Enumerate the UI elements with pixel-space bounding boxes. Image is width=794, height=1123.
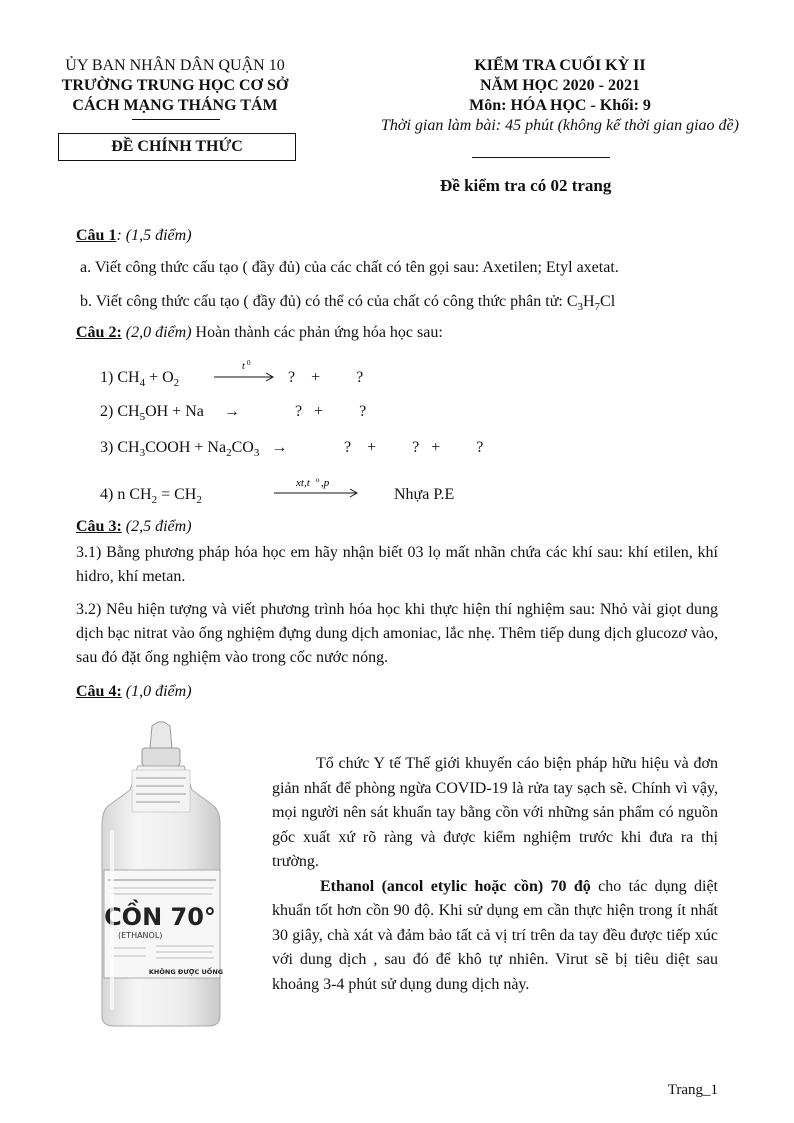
reaction-1-arrow-icon <box>212 358 278 384</box>
reaction-4-arrow-icon <box>272 474 362 500</box>
q3-part-1: 3.1) Bằng phương pháp hóa học em hãy nhận biết 03 lọ mất nhãn chứa các khí sau: khí etilen, khí hidro, khí metan. <box>76 544 718 585</box>
header-left-underline <box>132 119 220 120</box>
reaction-4-reactant-2: = CH <box>157 486 197 503</box>
q4-ethanol-highlight: Ethanol (ancol etylic hoặc cồn) 70 độ <box>320 877 591 895</box>
reaction-2-products: ? + ? <box>295 403 367 420</box>
school-name: CÁCH MẠNG THÁNG TÁM <box>72 97 278 114</box>
q2-heading <box>76 324 443 342</box>
exam-header <box>340 56 780 136</box>
q2-label: Câu 2: <box>76 324 122 341</box>
q3-points: (2,5 điểm) <box>125 518 192 535</box>
q2-points: (2,0 điểm) <box>125 324 192 341</box>
q3-label: Câu 3: <box>76 518 122 535</box>
q4-heading <box>76 683 192 701</box>
official-exam-box: ĐỀ CHÍNH THỨC <box>58 133 296 161</box>
q3-part-2: 3.2) Nêu hiện tượng và viết phương trình hóa học khi thực hiện thí nghiệm sau: Nhỏ vài giọt dung dịch bạc nitrat vào ống nghiệm đựng dung dịch amoniac, lắc nhẹ. Thêm tiếp dung dịch glucozơ vào, sau đó đặt ống nghiệm vào trong cốc nước nóng. <box>76 601 718 666</box>
reaction-4-product: Nhựa P.E <box>394 486 455 503</box>
reaction-2-arrow-icon: → <box>223 403 240 420</box>
header-right-underline <box>472 157 610 158</box>
q2-prompt: Hoàn thành các phản ứng hóa học sau: <box>195 324 443 341</box>
q4-paragraph-1: Tổ chức Y tế Thế giới khuyến cáo biện pháp hữu hiệu và đơn giản nhất để phòng ngừa COVID-19 là rửa tay sạch sẽ. Chính vì vậy, mọi người nên sát khuẩn tay bằng cồn với những sản phẩm có nguồn gốc xuất xứ rõ ràng và được kiểm nghiệm trước khi đưa ra thị trường. <box>272 755 718 870</box>
school-year: NĂM HỌC 2020 - 2021 <box>480 77 640 94</box>
reaction-3-reagent: COOH + Na <box>145 439 227 456</box>
q1-part-b-tail: Cl <box>600 293 616 310</box>
subject-line: Môn: HÓA HỌC - Khối: 9 <box>469 97 651 114</box>
reaction-2-reagent: OH + Na <box>145 403 204 420</box>
q1-part-b: b. Viết công thức cấu tạo ( đầy đủ) có thể có của chất có công thức phân tử: $C_3H_7Cl$ <box>80 293 616 313</box>
reaction-2: 2) $CH_5OH + Na$ → <box>100 403 240 423</box>
district-name: ỦY BAN NHÂN DÂN QUẬN 10 <box>65 57 285 74</box>
reaction-3-products: ? + ? + ? <box>344 439 484 456</box>
q4-points: (1,0 điểm) <box>125 683 192 700</box>
reaction-1-products: ? + ? <box>288 369 364 386</box>
reaction-3: 3) $CH_3COOH + Na_2CO_3$ → <box>100 439 288 459</box>
reaction-4-reactant: 4) n CH <box>100 486 152 503</box>
ethanol-bottle-image <box>96 720 226 1030</box>
reaction-1-reactant: 1) CH <box>100 369 140 386</box>
q1-heading <box>76 227 192 245</box>
reaction-1: 1) $CH_4 + O_2$ <box>100 369 180 389</box>
svg-text:0: 0 <box>247 359 251 367</box>
bottle-label-title: CỒN 70° <box>104 903 216 931</box>
exam-title: KIỂM TRA CUỐI KỲ II <box>474 57 646 74</box>
reaction-3-arrow-icon: → <box>271 439 288 456</box>
svg-text:o: o <box>316 476 320 484</box>
q1-part-a: a. Viết công thức cấu tạo ( đầy đủ) của các chất có tên gọi sau: Axetilen; Etyl axetat. <box>80 259 619 276</box>
q3-heading <box>76 518 192 536</box>
school-header <box>40 56 310 116</box>
q4-paragraph-2-text: cho tác dụng diệt khuẩn tốt hơn cồn 90 độ. Khi sử dụng em cần thực hiện trong ít nhất 30 giây, chà xát và đảm bảo tất cả vị trí trên da tay đều được tiếp xúc với dung dịch , sau đó để khô tự nhiên. Virut sẽ bị tiêu diệt sau khoảng 3-4 phút sử dụng dung dịch này. <box>272 877 718 993</box>
reaction-3-reactant: 3) CH <box>100 439 140 456</box>
page-count: Đề kiểm tra có 02 trang <box>440 176 612 195</box>
time-line: Thời gian làm bài: 45 phút (không kể thời gian giao đề) <box>381 117 739 134</box>
reaction-1-condition: t <box>242 361 245 372</box>
q1-part-b-text: b. Viết công thức cấu tạo ( đầy đủ) có thể có của chất có công thức phân tử: C <box>80 293 578 310</box>
school-type: TRƯỜNG TRUNG HỌC CƠ SỞ <box>61 77 289 94</box>
q4-passage <box>272 752 718 997</box>
reaction-1-oxygen: + O <box>145 369 174 386</box>
page-number: Trang_1 <box>667 1082 718 1098</box>
bottle-label-sub: (ETHANOL) <box>118 931 163 940</box>
bottle-label-warning: KHÔNG ĐƯỢC UỐNG <box>148 968 224 976</box>
svg-text:,p: ,p <box>321 477 330 489</box>
q4-label: Câu 4: <box>76 683 122 700</box>
q1-label: Câu 1 <box>76 227 117 244</box>
reaction-4-condition: xt,t <box>296 477 310 489</box>
reaction-2-reactant: 2) C <box>100 403 128 420</box>
q1-points: : (1,5 điểm) <box>116 227 192 244</box>
reaction-4: 4) n $CH_2 = CH_2$ <box>100 486 202 506</box>
q4-paragraph-2 <box>272 875 718 998</box>
